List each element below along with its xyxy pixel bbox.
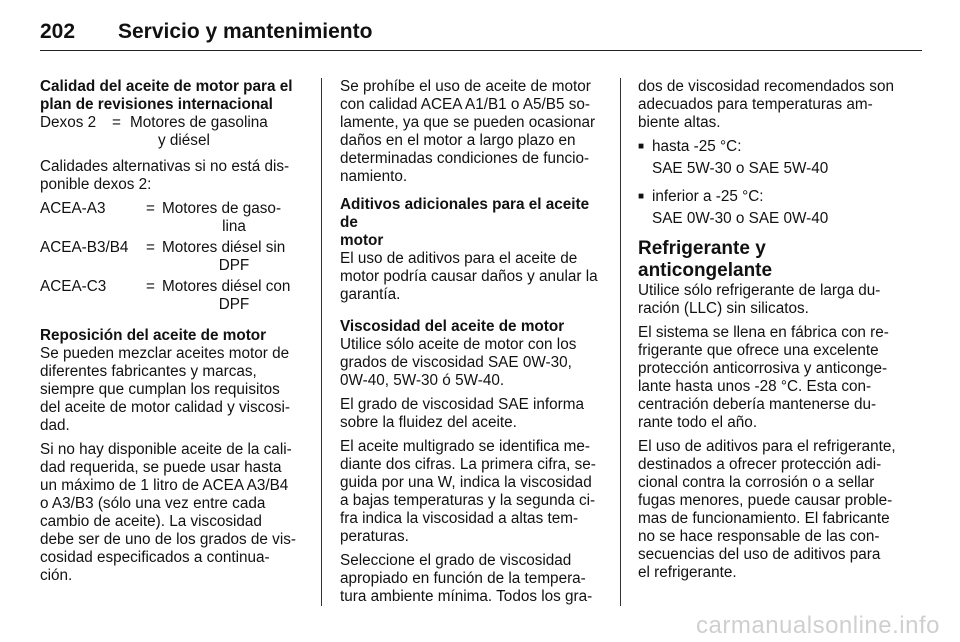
text-line: con calidad ACEA A1/B1 o A5/B5 so- — [340, 96, 591, 113]
text-line: cional contra la corrosión o a sellar — [638, 474, 875, 491]
spec-key: ACEA-A3 — [40, 200, 106, 217]
text-line: fra indica la viscosidad a altas tem- — [340, 510, 579, 527]
text-line: Utilice sólo refrigerante de larga du- — [638, 282, 881, 299]
text-line: El uso de aditivos para el aceite de — [340, 250, 578, 267]
paragraph — [340, 396, 606, 432]
bullet-item: ■ hasta -25 °C: — [638, 138, 904, 156]
section-heading-additives — [340, 196, 606, 250]
page-header — [40, 14, 922, 51]
text-line: El aceite multigrado se identifica me- — [340, 438, 590, 455]
text-line: lamente, ya que se pueden ocasionar — [340, 114, 596, 131]
text-line: El uso de aditivos para el refrigerante, — [638, 438, 896, 455]
text-line: el refrigerante. — [638, 564, 737, 581]
text-line: protección anticorrosiva y anticonge- — [638, 360, 888, 377]
text-line: secuencias del uso de aditivos para — [638, 546, 881, 563]
text-line: Se pueden mezclar aceites motor de — [40, 345, 290, 362]
text-line: cambio de aceite). La viscosidad — [40, 513, 262, 530]
text-line: Aditivos adicionales para el aceite de — [340, 196, 590, 231]
section-heading-oil-quality: Calidad del aceite de motor para el plan de revisiones internacional — [40, 78, 293, 113]
column-3 — [638, 78, 904, 588]
section-heading-viscosity: Viscosidad del aceite de motor — [340, 318, 565, 335]
text-line: mas de funcionamiento. El fabricante — [638, 510, 890, 527]
section-heading-oil-refill: Reposición del aceite de motor — [40, 327, 267, 344]
alternative-qualities-text: Calidades alternativas si no está dis- ponible dexos 2: — [40, 158, 290, 193]
text-line: dos de viscosidad recomendados son — [638, 78, 894, 95]
text-line: peraturas. — [340, 528, 409, 545]
text-line: ración (LLC) sin silicatos. — [638, 300, 809, 317]
column-divider-2 — [620, 78, 621, 606]
spec-key: ACEA-B3/B4 — [40, 239, 129, 256]
bullet-value: SAE 5W-30 o SAE 5W-40 — [652, 160, 829, 177]
text-line: no se hace responsable de las con- — [638, 528, 880, 545]
bullet-list — [638, 138, 904, 228]
spec-key: ACEA-C3 — [40, 278, 107, 295]
text-line: Se prohíbe el uso de aceite de motor — [340, 78, 591, 95]
spec-equals: = — [146, 239, 155, 256]
text-line: motor podría causar daños y anular la — [340, 268, 598, 285]
spec-value: Motores de gaso- lina — [162, 200, 282, 235]
bullet-item: ■ inferior a -25 °C: — [638, 188, 904, 206]
text-line: siempre que cumplan los requisitos — [40, 381, 280, 398]
text-line: apropiado en función de la tempera- — [340, 570, 586, 587]
text-line: Seleccione el grado de viscosidad — [340, 552, 572, 569]
text-line: El sistema se llena en fábrica con re- — [638, 324, 889, 341]
text-line: biente altas. — [638, 114, 721, 131]
text-line: a bajas temperaturas y la segunda ci- — [340, 492, 596, 509]
text-line: dad requerida, se puede usar hasta — [40, 459, 282, 476]
page-number: 202 — [40, 20, 76, 43]
spec-row — [40, 200, 306, 237]
text-line: El grado de viscosidad SAE informa — [340, 396, 585, 413]
text-line: o A3/B3 (sólo una vez entre cada — [40, 495, 266, 512]
text-line: adecuados para temperaturas am- — [638, 96, 873, 113]
text-line: tura ambiente mínima. Todos los gra- — [340, 588, 593, 605]
paragraph — [340, 336, 606, 390]
text-line: un máximo de 1 litro de ACEA A3/B4 — [40, 477, 289, 494]
text-line: grados de viscosidad SAE 0W-30, — [340, 354, 572, 371]
text-line: 0W-40, 5W-30 ó 5W-40. — [340, 372, 505, 389]
text-line: motor — [340, 232, 384, 249]
text-line: rante todo el año. — [638, 414, 758, 431]
text-line: garantía. — [340, 286, 401, 303]
spec-equals: = — [146, 200, 155, 217]
watermark: carmanualsonline.info — [696, 612, 940, 639]
text-line: diante dos cifras. La primera cifra, se- — [340, 456, 596, 473]
column-divider-1 — [321, 78, 322, 606]
text-line: sobre la fluidez del aceite. — [340, 414, 517, 431]
paragraph — [638, 324, 904, 432]
paragraph — [340, 78, 606, 186]
column-1 — [40, 78, 306, 591]
text-line: dad. — [40, 417, 70, 434]
page-title: Servicio y mantenimiento — [118, 20, 373, 43]
spec-equals: = — [146, 278, 155, 295]
section-heading-coolant: Refrigerante y anticongelante — [638, 238, 773, 281]
spec-value: Motores diésel sin DPF — [162, 239, 286, 274]
text-line: cosidad especificados a continua- — [40, 549, 270, 566]
spec-row — [40, 278, 306, 315]
paragraph — [340, 438, 606, 546]
text-line: del aceite de motor calidad y viscosi- — [40, 399, 290, 416]
text-line: frigerante que ofrece una excelente — [638, 342, 879, 359]
text-line: guida por una W, indica la viscosidad — [340, 474, 592, 491]
text-line: lante hasta unos -28 °C. Esta con- — [638, 378, 872, 395]
paragraph — [638, 78, 904, 132]
text-line: centración debería mantenerse du- — [638, 396, 877, 413]
text-line: ción. — [40, 567, 73, 584]
bullet-value: SAE 0W-30 o SAE 0W-40 — [652, 210, 829, 227]
spec-value: Motores diésel con DPF — [162, 278, 291, 313]
paragraph — [638, 282, 904, 318]
paragraph — [40, 345, 306, 435]
paragraph — [40, 441, 306, 585]
text-line: fugas menores, puede causar proble- — [638, 492, 893, 509]
paragraph — [340, 250, 606, 304]
spec-row — [40, 239, 306, 276]
text-line: debe ser de uno de los grados de vis- — [40, 531, 296, 548]
text-line: diferentes fabricantes y marcas, — [40, 363, 257, 380]
text-line: Si no hay disponible aceite de la cali- — [40, 441, 292, 458]
spec-list — [40, 200, 306, 315]
text-line: namiento. — [340, 168, 408, 185]
spec-row-dexos: Dexos 2 = Motores de gasolina y diésel — [40, 114, 268, 149]
text-line: destinados a ofrecer protección adi- — [638, 456, 882, 473]
paragraph — [638, 438, 904, 582]
text-line: determinadas condiciones de funcio- — [340, 150, 590, 167]
text-line: Utilice sólo aceite de motor con los — [340, 336, 577, 353]
text-line: daños en el motor a largo plazo en — [340, 132, 576, 149]
column-2 — [340, 78, 606, 612]
paragraph — [340, 552, 606, 606]
